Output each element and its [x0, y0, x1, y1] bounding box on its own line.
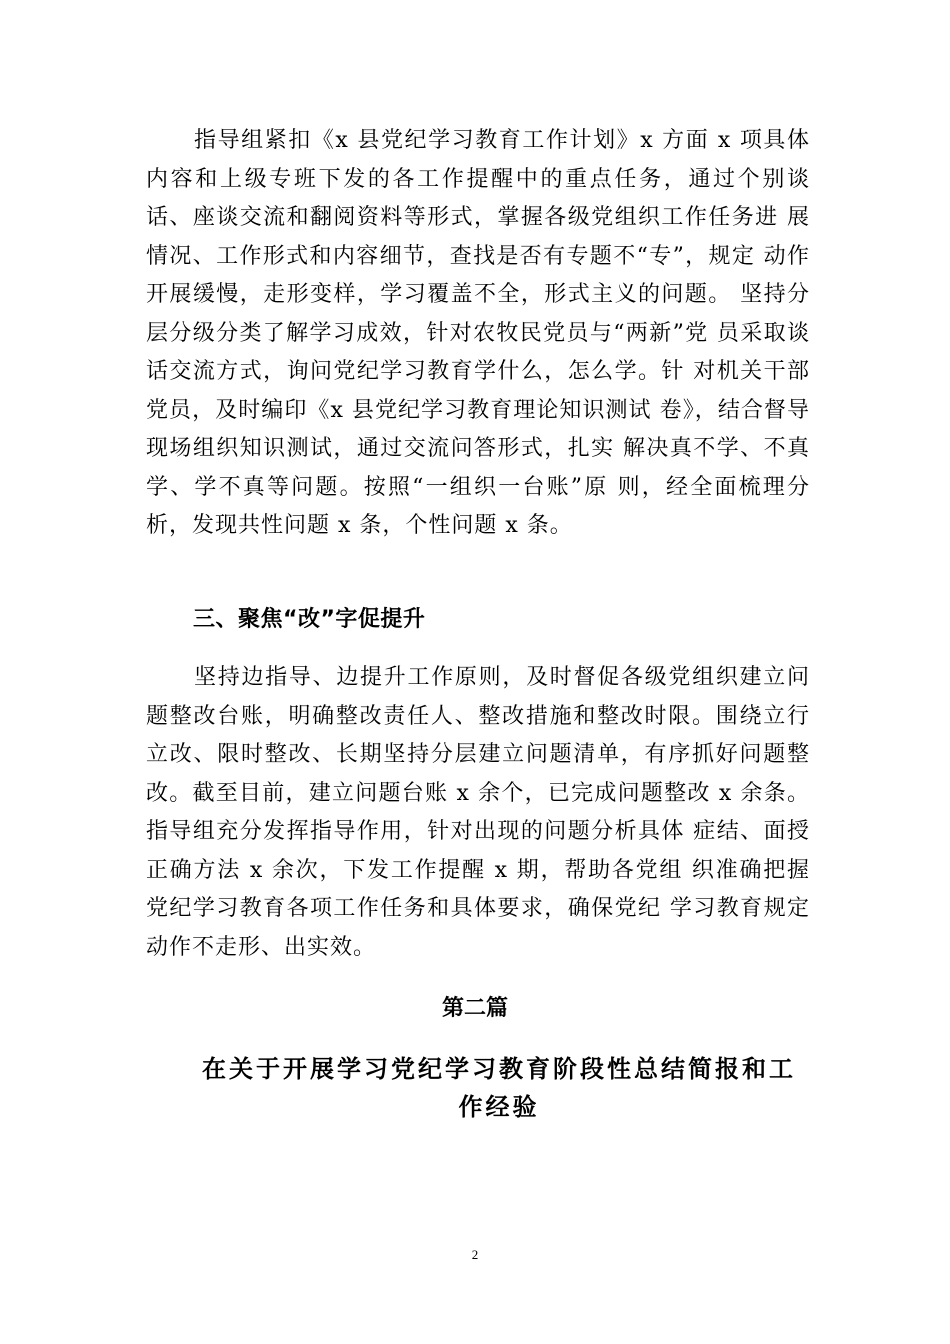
part-label: 第二篇 [441, 996, 508, 1021]
document-title: 在关于开展学习党纪学习教育阶段性总结简报和工作经验 [202, 1055, 796, 1121]
section-heading-3: 三、聚焦“改”字促提升 [193, 607, 426, 632]
body-paragraph-1 [146, 122, 810, 546]
body-paragraph-2 [146, 659, 810, 967]
paragraph-text: 坚持边指导、边提升工作原则，及时督促各级党组织建立问题整改台账，明确整改责任人、整改措施和整改时限。围绕立行立改、限时整改、长期坚持分层建立问题清单，有序抓好问题整改。截至目前，建立问题台账 x 余个，已完成问题整改 x 余条。指导组充分发挥指导作用，针对出现的问题分析具体 症结、面授正确方法 x 余次，下发工作提醒 x 期，帮助各党组 织准确把握党纪学习教育各项工作任务和具体要求，确保党纪 学习教育规定动作不走形、出实效。 [146, 665, 810, 960]
page-number: 2 [471, 1247, 479, 1262]
paragraph-text: 指导组紧扣《x 县党纪学习教育工作计划》x 方面 x 项具体 内容和上级专班下发的各工作提醒中的重点任务，通过个别谈 话、座谈交流和翻阅资料等形式，掌握各级党组织工作任务进 展情况、工作形式和内容细节，查找是否有专题不“专”，规定 动作开展缓慢，走形变样，学习覆盖不全，形式主义的问题。 坚持分层分级分类了解学习成效，针对农牧民党员与“两新”党 员采取谈话交流方式，询问党纪学习教育学什么，怎么学。针 对机关干部党员，及时编印《x 县党纪学习教育理论知识测试 卷》，结合督导现场组织知识测试，通过交流问答形式，扎实 解决真不学、不真学、学不真等问题。按照“一组织一台账”原 则，经全面梳理分析，发现共性问题 x 条，个性问题 x 条。 [146, 128, 810, 538]
